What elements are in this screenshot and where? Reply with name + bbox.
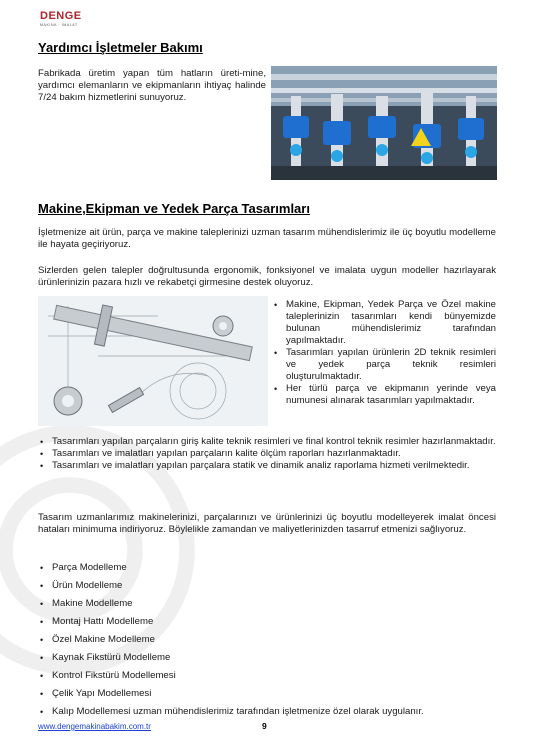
list-item: • Tasarımları yapılan ürünlerin 2D teknik resimleri ve yedek parça teknik resimleri oluşturulmaktadır. <box>272 347 496 383</box>
list-item: • Tasarımları ve imalatları yapılan parçalara statik ve dinamik analiz raporlama hizmeti verilmektedir. <box>38 460 496 472</box>
design-second-paragraph: Sizlerden gelen talepler doğrultusunda ergonomik, fonksiyonel ve imalata uygun modeller hazırlayarak ürünlerinizin pazara hızlı ve rekabetçi girmesine destek oluyoruz. <box>38 265 496 288</box>
company-logo <box>40 10 100 34</box>
list-item: • Tasarımları ve imalatları yapılan parçaların kalite ölçüm raporları hazırlanmaktadır. <box>38 448 496 460</box>
list-item: • Kontrol Fikstürü Modellemesi <box>38 667 496 685</box>
section-title-maintenance: Yardımcı İşletmeler Bakımı <box>38 40 203 55</box>
list-item: • Çelik Yapı Modellemesi <box>38 685 496 703</box>
list-item: • Kaynak Fikstürü Modelleme <box>38 649 496 667</box>
list-item: • Makine Modelleme <box>38 595 496 613</box>
list-item: • Özel Makine Modelleme <box>38 631 496 649</box>
list-item: • Her türlü parça ve ekipmanın yerinde veya numunesi alınarak tasarımları yapılmaktadır. <box>272 383 496 407</box>
logo-brand: DENGE <box>40 10 82 22</box>
design-side-bullet-list <box>272 299 496 407</box>
list-item: • Tasarımları yapılan parçaların giriş kalite teknik resimleri ve final kontrol teknik resimler hazırlanmaktadır. <box>38 436 496 448</box>
design-full-bullet-list <box>38 436 496 472</box>
page-number: 9 <box>262 721 267 731</box>
list-item: • Ürün Modelleme <box>38 577 496 595</box>
list-item: • Kalıp Modellemesi uzman mühendislerimiz tarafından işletmenize özel olarak uygulanır. <box>38 703 496 721</box>
list-item: • Montaj Hattı Modelleme <box>38 613 496 631</box>
technical-drawing-caliper-photo <box>38 296 268 426</box>
section-title-design: Makine,Ekipman ve Yedek Parça Tasarımları <box>38 201 310 216</box>
modeling-paragraph: Tasarım uzmanlarımız makinelerinizi, parçalarınızı ve ürünlerinizi üç boyutlu modelleyerek imalat öncesi hataları minimuma indiriyoruz. Böylelikle zamandan ve maliyetlerinizden tasarruf etmenizi sağlıyoruz. <box>38 512 496 535</box>
factory-pipes-photo <box>271 66 497 180</box>
list-item: • Parça Modelleme <box>38 559 496 577</box>
maintenance-paragraph: Fabrikada üretim yapan tüm hatların üreti-mine, yardımcı elemanların ve ekipmanların ihtiyaç halinde 7/24 bakım hizmetlerini sunuyoruz. <box>38 68 266 103</box>
design-intro-paragraph: İşletmenize ait ürün, parça ve makine taleplerinizi uzman tasarım mühendislerimiz ile üç boyutlu modelleme ile hayata geçiriyoruz. <box>38 227 496 250</box>
list-item: • Makine, Ekipman, Yedek Parça ve Özel makine taleplerinizin tasarımları kendi bünyemizde bulunan mühendislerimiz tarafından yapılmaktadır. <box>272 299 496 347</box>
modeling-list <box>38 559 496 721</box>
logo-subtitle: MAKİNA · İMALAT <box>40 23 78 27</box>
footer-website-link[interactable]: www.dengemakinabakim.com.tr <box>38 722 151 731</box>
